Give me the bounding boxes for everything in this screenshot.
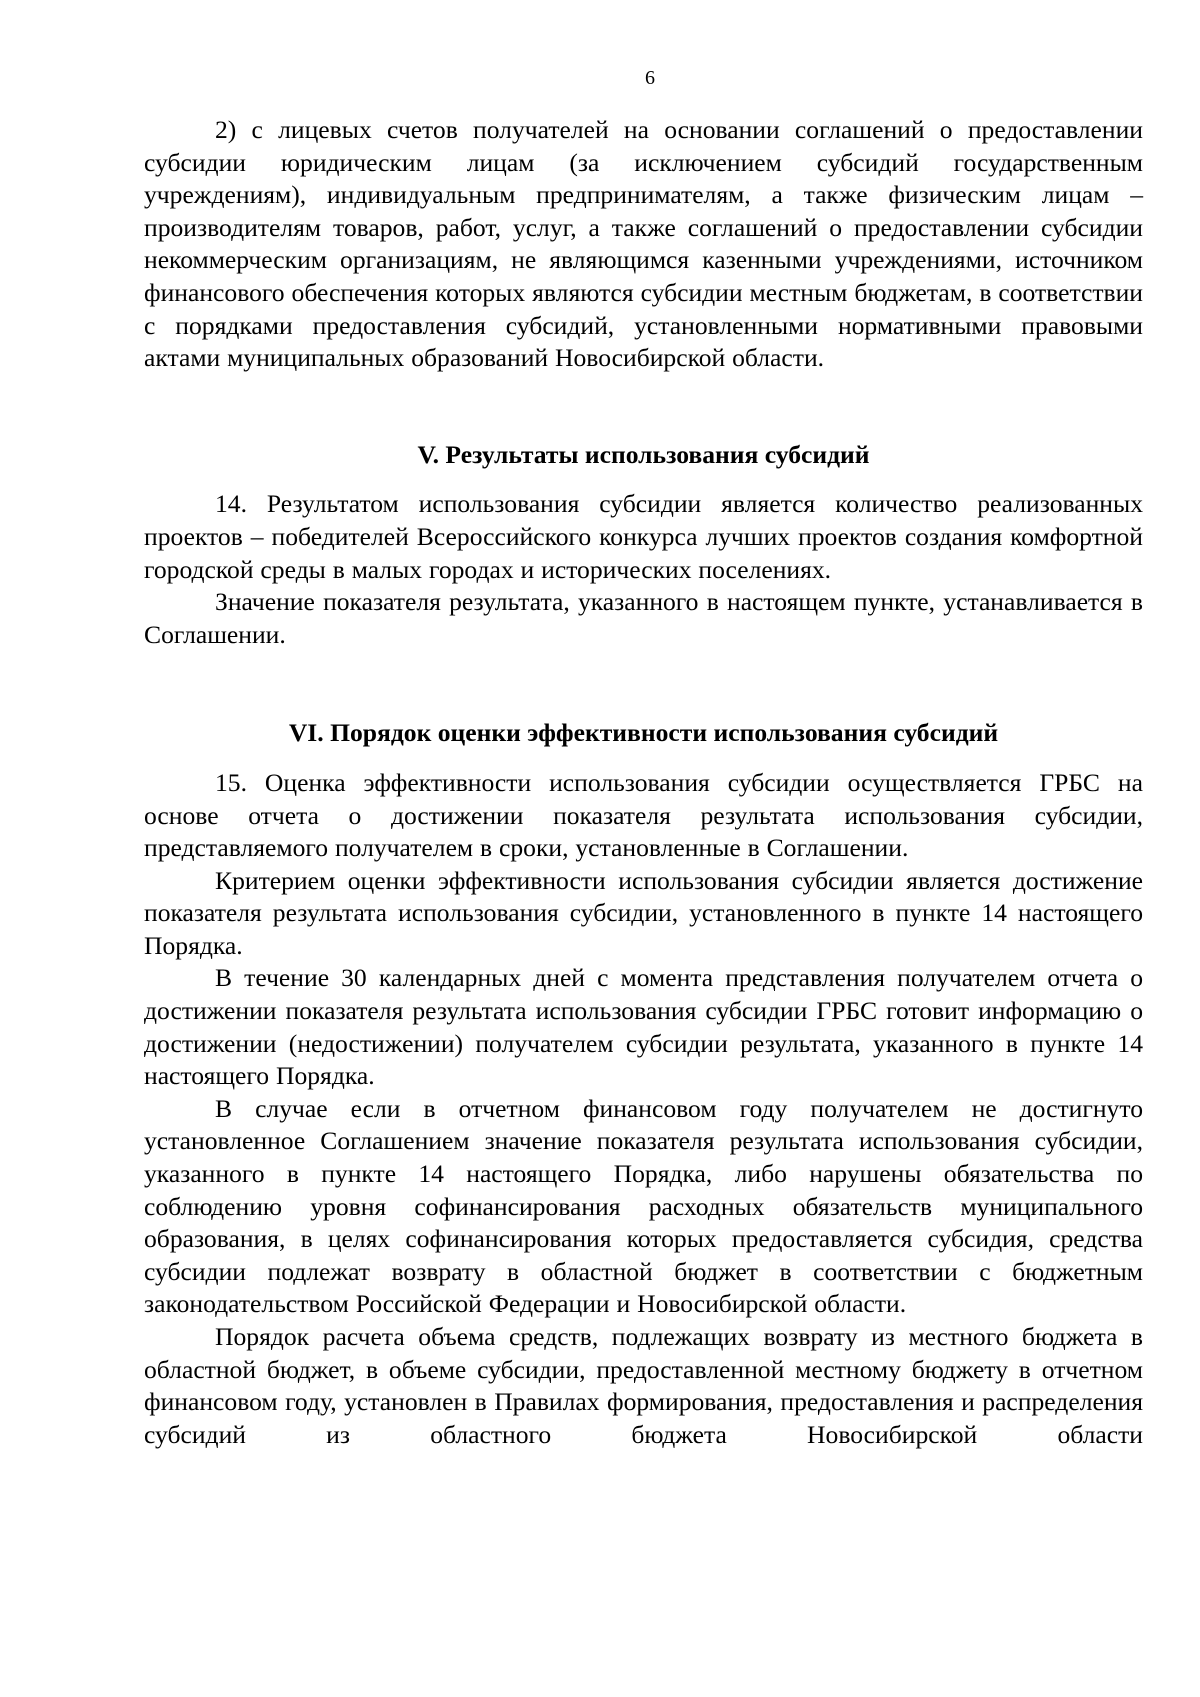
document-body — [144, 114, 1143, 1451]
paragraph-subsidy-accounts: 2) с лицевых счетов получателей на основании соглашений о предоставлении субсидии юридическим лицам (за исключением субсидий государственным учреждениям), индивидуальным предпринимателям, а также физическим лицам – производителям товаров, работ, услуг, а также соглашений о предоставлении субсидии некоммерческим организациям, не являющимся казенными учреждениями, источником финансового обеспечения которых являются субсидии местным бюджетам, в соответствии с порядками предоставления субсидий, установленными нормативными правовыми актами муниципальных образований Новосибирской области. — [144, 115, 1143, 373]
paragraph-refund: В случае если в отчетном финансовом году получателем не достигнуто установленное Соглашением значение показателя результата использования субсидии, указанного в пункте 14 настоящего Порядка, либо нарушены обязательства по соблюдению уровня софинансирования расходных обязательств муниципального образования, в целях софинансирования которых предоставляется субсидия, средства субсидии подлежат возврату в областной бюджет в соответствии с бюджетным законодательством Российской Федерации и Новосибирской области. — [144, 1093, 1143, 1319]
paragraph-15: 15. Оценка эффективности использования субсидии осуществляется ГРБС на основе отчета о достижении показателя результата использования субсидии, представляемого получателем в сроки, установленные в Соглашении. — [144, 767, 1143, 863]
page-number: 6 — [645, 67, 655, 89]
paragraph-14: 14. Результатом использования субсидии является количество реализованных проектов – победителей Всероссийского конкурса лучших проектов создания комфортной городской среды в малых городах и исторических поселениях. — [144, 489, 1143, 584]
paragraph-calculation-order: Порядок расчета объема средств, подлежащих возврату из местного бюджета в областной бюджет, в объеме субсидии, предоставленной местному бюджету в отчетном финансовом году, установлен в Правилах формирования, предоставления и распределения субсидий из областного бюджета Новосибирской области — [144, 1322, 1143, 1449]
section-heading-v: V. Результаты использования субсидий — [417, 439, 870, 469]
section-heading-vi: VI. Порядок оценки эффективности использования субсидий — [288, 718, 999, 748]
paragraph-criterion: Критерием оценки эффективности использования субсидии является достижение показателя результата использования субсидии, установленного в пункте 14 настоящего Порядка. — [144, 865, 1143, 960]
paragraph-30-days: В течение 30 календарных дней с момента представления получателем отчета о достижении показателя результата использования субсидии ГРБС готовит информацию о достижении (недостижении) получателем субсидии результата, указанного в пункте 14 настоящего Порядка. — [144, 963, 1143, 1091]
paragraph-indicator-value: Значение показателя результата, указанного в настоящем пункте, устанавливается в Соглашении. — [144, 587, 1143, 649]
